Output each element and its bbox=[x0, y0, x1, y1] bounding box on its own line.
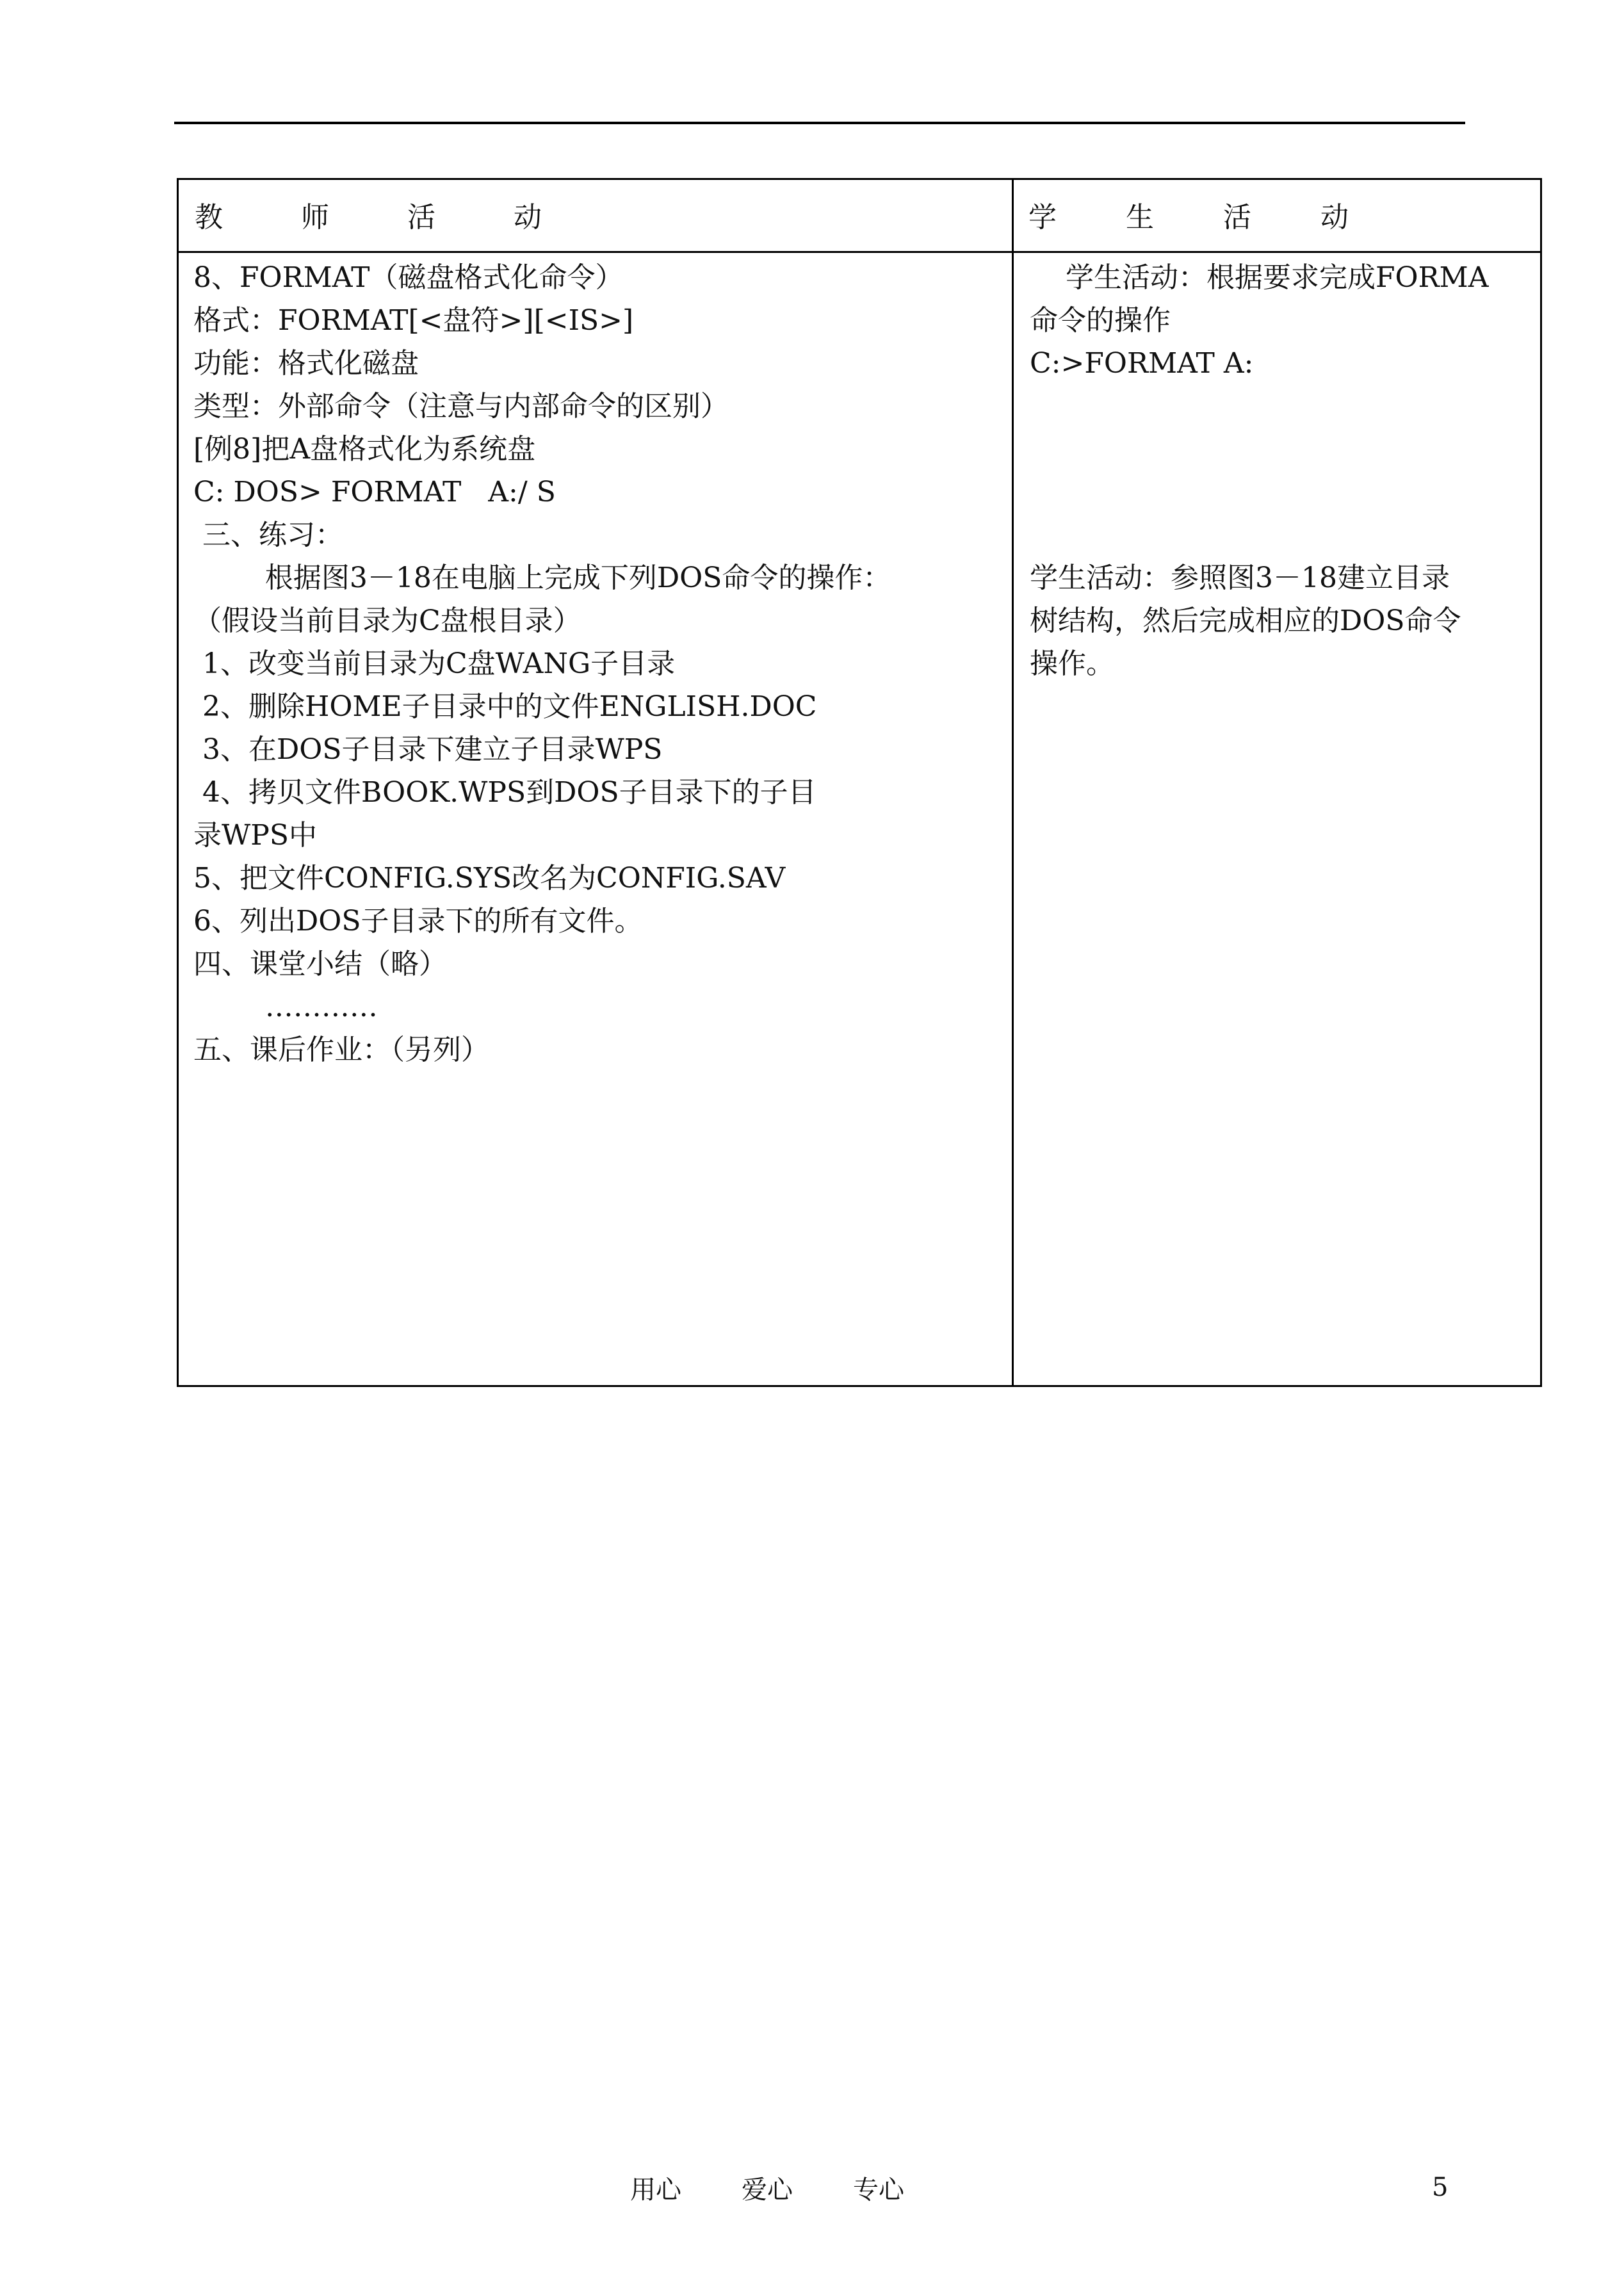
text-line: 4、拷贝文件BOOK.WPS到DOS子目录下的子目 bbox=[193, 776, 816, 809]
text-line: （假设当前目录为C盘根目录） bbox=[193, 604, 581, 637]
text-line: 录WPS中 bbox=[193, 819, 317, 852]
text-line bbox=[1030, 385, 1542, 428]
text-line: 类型：外部命令（注意与内部命令的区别） bbox=[193, 390, 729, 423]
footer-word: 专心 bbox=[853, 2175, 904, 2205]
text-line bbox=[1030, 471, 1542, 514]
text-line: 格式：FORMAT[<盘符>][<IS>] bbox=[193, 304, 634, 337]
text-line: 三、练习： bbox=[193, 519, 343, 551]
table-column-divider bbox=[1012, 178, 1014, 1387]
footer-word: 用心 bbox=[630, 2175, 681, 2205]
text-line bbox=[1030, 514, 1542, 556]
text-line: 树结构，然后完成相应的DOS命令 bbox=[1030, 604, 1461, 637]
footer-motto bbox=[630, 2168, 964, 2207]
header-char: 教 bbox=[195, 201, 223, 234]
text-line: [例8]把A盘格式化为系统盘 bbox=[193, 433, 536, 466]
header-char: 动 bbox=[1320, 201, 1349, 234]
header-char: 生 bbox=[1126, 201, 1154, 234]
student-activity-content bbox=[1030, 256, 1542, 685]
text-line: 命令的操作 bbox=[1030, 304, 1171, 337]
text-line: 功能：格式化磁盘 bbox=[193, 347, 419, 380]
text-line: C: DOS> FORMAT A:/ S bbox=[193, 476, 556, 508]
teacher-activity-header bbox=[195, 179, 620, 250]
header-char: 师 bbox=[301, 201, 329, 234]
text-line: 五、课后作业：（另列） bbox=[193, 1034, 489, 1066]
header-char: 学 bbox=[1028, 201, 1057, 234]
student-activity-header bbox=[1028, 179, 1418, 250]
text-line: 8、FORMAT（磁盘格式化命令） bbox=[193, 261, 624, 294]
text-line: 四、课堂小结（略） bbox=[193, 948, 447, 980]
text-line: 2、删除HOME子目录中的文件ENGLISH.DOC bbox=[193, 690, 817, 723]
text-line: C:>FORMAT A: bbox=[1030, 347, 1254, 380]
footer-word: 爱心 bbox=[742, 2175, 793, 2205]
text-line bbox=[1030, 428, 1542, 471]
text-line: 学生活动：参照图3－18建立目录 bbox=[1030, 562, 1450, 594]
text-line: 学生活动：根据要求完成FORMA bbox=[1030, 261, 1489, 294]
text-line: 3、在DOS子目录下建立子目录WPS bbox=[193, 733, 663, 766]
header-rule bbox=[174, 122, 1465, 124]
text-line: 6、列出DOS子目录下的所有文件。 bbox=[193, 905, 643, 937]
text-line: 根据图3－18在电脑上完成下列DOS命令的操作： bbox=[193, 562, 891, 594]
text-line: 1、改变当前目录为C盘WANG子目录 bbox=[193, 647, 676, 680]
text-line: 5、把文件CONFIG.SYS改名为CONFIG.SAV bbox=[193, 862, 786, 895]
text-line: 操作。 bbox=[1030, 647, 1114, 680]
table-header-divider bbox=[177, 251, 1542, 253]
teacher-activity-content bbox=[193, 256, 1007, 1071]
text-line: ………… bbox=[193, 991, 378, 1023]
header-char: 活 bbox=[407, 201, 435, 234]
header-char: 动 bbox=[514, 201, 542, 234]
header-char: 活 bbox=[1223, 201, 1251, 234]
page-number: 5 bbox=[1432, 2173, 1449, 2202]
